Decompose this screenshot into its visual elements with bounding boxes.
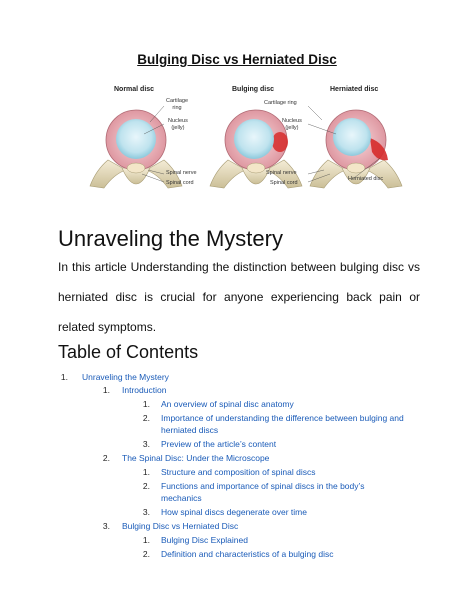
toc-heading: Table of Contents bbox=[58, 342, 199, 362]
disc-comparison-figure bbox=[86, 82, 406, 202]
toc-item-number: 2. bbox=[102, 453, 110, 463]
toc-item-link[interactable]: Importance of understanding the difference between bulging and bbox=[161, 413, 404, 423]
toc-item-link[interactable]: Unraveling the Mystery bbox=[82, 372, 169, 382]
toc-item-link[interactable]: herniated discs bbox=[161, 425, 219, 435]
toc-item-number: 3. bbox=[142, 439, 150, 449]
toc-item-link[interactable]: Preview of the article’s content bbox=[161, 439, 277, 449]
toc-item-number: 2. bbox=[142, 549, 150, 559]
nucleus-note-2: Nucleus (jelly) bbox=[282, 118, 302, 131]
cartilage-ring-note: Cartilage ring bbox=[166, 98, 189, 111]
toc-item-link[interactable]: Structure and composition of spinal discs bbox=[161, 467, 316, 477]
toc-item-number: 2. bbox=[142, 413, 150, 423]
toc-item-link[interactable]: Definition and characteristics of a bulging disc bbox=[161, 549, 334, 559]
toc-item-number: 3. bbox=[102, 521, 110, 531]
toc-item-link[interactable]: Introduction bbox=[122, 385, 167, 395]
normal-disc-label: Normal disc bbox=[114, 86, 155, 93]
disc-illustration bbox=[86, 82, 406, 202]
bulging-disc-label: Bulging disc bbox=[232, 86, 274, 93]
spinal-cord-note-2: Spinal cord bbox=[270, 180, 298, 186]
spinal-nerve-note: Spinal nerve bbox=[166, 170, 197, 176]
toc-item-number: 1. bbox=[142, 535, 150, 545]
nucleus-note: Nucleus (jelly) bbox=[168, 118, 188, 131]
herniated-disc-note: Herniated disc bbox=[348, 176, 384, 182]
spinal-nerve-note-2: Spinal nerve bbox=[266, 170, 297, 176]
toc-item-number: 3. bbox=[142, 507, 150, 517]
article-heading: Unraveling the Mystery bbox=[58, 226, 283, 251]
spinal-cord-note: Spinal cord bbox=[166, 180, 194, 186]
toc-item-number: 1. bbox=[102, 385, 110, 395]
toc-item-link[interactable]: mechanics bbox=[161, 493, 202, 503]
document-title: Bulging Disc vs Herniated Disc bbox=[137, 52, 337, 67]
toc-item-link[interactable]: Functions and importance of spinal discs in the body’s bbox=[161, 481, 365, 491]
toc-item-link[interactable]: How spinal discs degenerate over time bbox=[161, 507, 307, 517]
intro-paragraph: In this article Understanding the distinction between bulging disc vs herniated disc is crucial for anyone experiencing back pain or related symptoms. bbox=[58, 260, 420, 334]
toc-item-link[interactable]: Bulging Disc vs Herniated Disc bbox=[122, 521, 239, 531]
herniated-disc-label: Herniated disc bbox=[330, 86, 379, 93]
toc-item-link[interactable]: The Spinal Disc: Under the Microscope bbox=[122, 453, 270, 463]
toc-item-link[interactable]: Bulging Disc Explained bbox=[161, 535, 248, 545]
toc-item-number: 1. bbox=[142, 467, 150, 477]
toc-item-number: 2. bbox=[142, 481, 150, 491]
toc-item-link[interactable]: An overview of spinal disc anatomy bbox=[161, 399, 294, 409]
toc-item-number: 1. bbox=[60, 372, 68, 382]
toc-item-number: 1. bbox=[142, 399, 150, 409]
cartilage-ring-note-2: Cartilage ring bbox=[264, 100, 297, 106]
